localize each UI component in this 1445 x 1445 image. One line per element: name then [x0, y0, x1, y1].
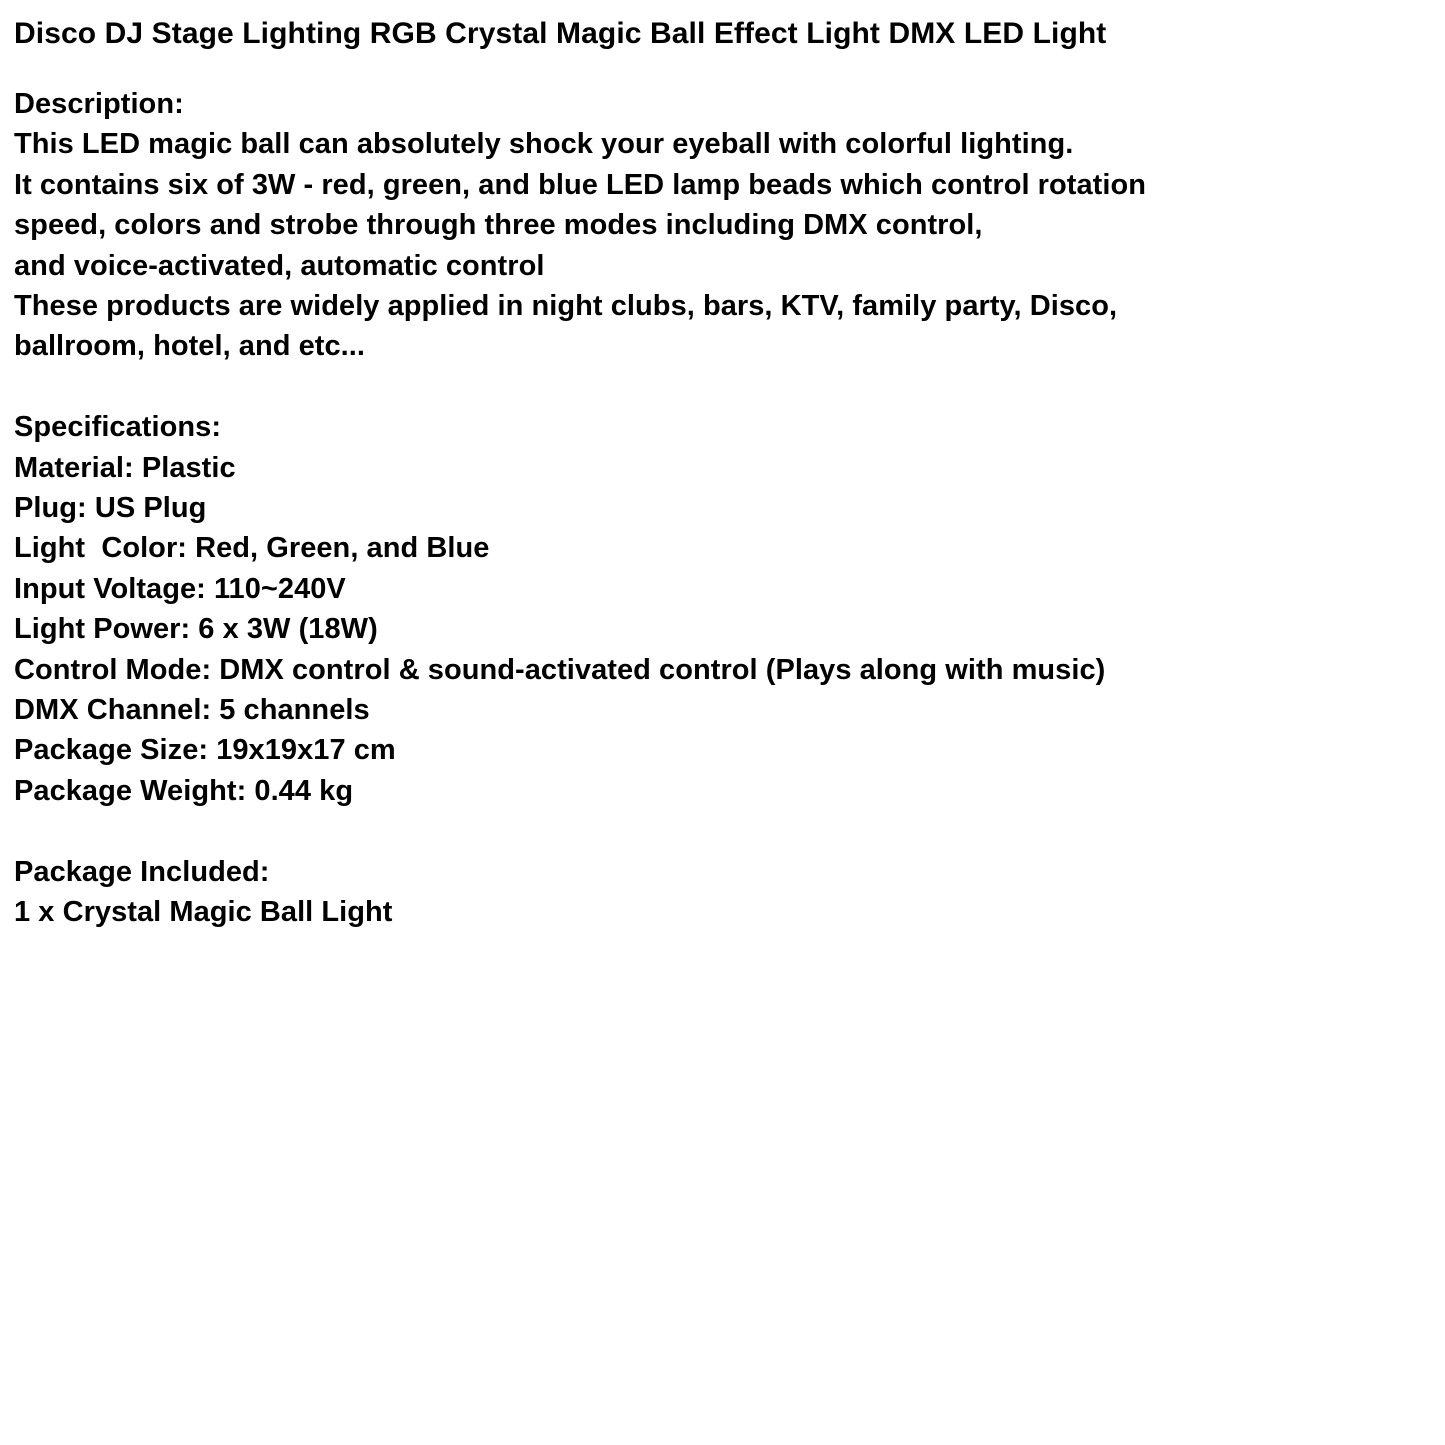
- description-line: and voice-activated, automatic control: [14, 249, 545, 282]
- description-section: [14, 84, 1425, 367]
- description-heading: Description:: [14, 88, 184, 120]
- section-gap: [14, 367, 1425, 407]
- description-line: This LED magic ball can absolutely shock your eyeball with colorful lighting.: [14, 128, 1074, 161]
- specification-line: Material: Plastic: [14, 451, 236, 484]
- section-gap: [14, 811, 1425, 851]
- description-line: It contains six of 3W - red, green, and blue LED lamp beads which control rotation: [14, 168, 1147, 201]
- specification-line: Light Color: Red, Green, and Blue: [14, 532, 490, 565]
- specification-line: Package Size: 19x19x17 cm: [14, 734, 396, 767]
- package-included-line: 1 x Crystal Magic Ball Light: [14, 896, 393, 929]
- specification-line: Control Mode: DMX control & sound-activated control (Plays along with music): [14, 653, 1106, 686]
- specification-line: Input Voltage: 110~240V: [14, 572, 346, 605]
- description-line: These products are widely applied in night clubs, bars, KTV, family party, Disco,: [14, 290, 1118, 323]
- specification-line: DMX Channel: 5 channels: [14, 694, 370, 727]
- package-included-section: [14, 852, 1425, 933]
- description-line: ballroom, hotel, and etc...: [14, 330, 366, 363]
- page-title: Disco DJ Stage Lighting RGB Crystal Magic Ball Effect Light DMX LED Light: [14, 17, 1107, 50]
- specifications-section: [14, 407, 1425, 811]
- specification-line: Light Power: 6 x 3W (18W): [14, 613, 378, 646]
- package-included-heading: Package Included:: [14, 855, 270, 888]
- title-spacer: [14, 54, 1425, 84]
- specification-line: Package Weight: 0.44 kg: [14, 774, 354, 807]
- specifications-heading: Specifications:: [14, 411, 222, 444]
- description-line: speed, colors and strobe through three modes including DMX control,: [14, 209, 983, 242]
- specification-line: Plug: US Plug: [14, 492, 207, 525]
